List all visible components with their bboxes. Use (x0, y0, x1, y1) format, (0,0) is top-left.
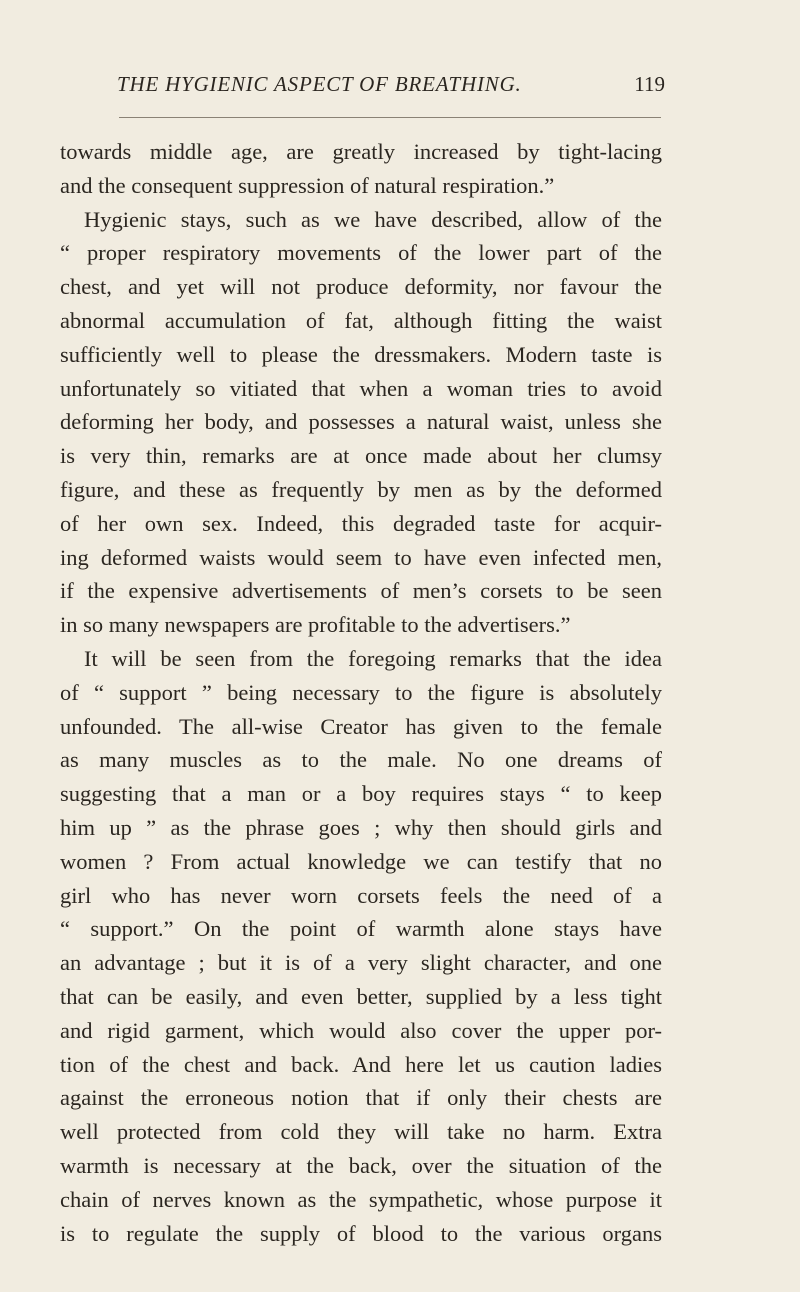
text-line: well protected from cold they will take no harm. Extra (60, 1119, 662, 1145)
text-line: of her own sex. Indeed, this degraded taste for acquir- (60, 510, 662, 536)
text-line: chain of nerves known as the sympathetic, whose purpose it (60, 1186, 662, 1212)
body-text (60, 135, 662, 1250)
text-line: figure, and these as frequently by men as by the deformed (60, 476, 662, 502)
text-line: chest, and yet will not produce deformity, nor favour the (60, 274, 662, 300)
text-line: abnormal accumulation of fat, although fitting the waist (60, 307, 662, 333)
text-line: of “ support ” being necessary to the figure is absolutely (60, 679, 662, 705)
text-line: deforming her body, and possesses a natural waist, unless she (60, 409, 662, 435)
text-line: ing deformed waists would seem to have even infected men, (60, 544, 662, 570)
text-line: that can be easily, and even better, supplied by a less tight (60, 983, 662, 1009)
text-line: warmth is necessary at the back, over the situation of the (60, 1152, 662, 1178)
paragraph-start-line: It will be seen from the foregoing remarks that the idea (84, 645, 662, 671)
header-rule (119, 117, 661, 118)
text-line: is to regulate the supply of blood to the various organs (60, 1220, 662, 1246)
text-line: and the consequent suppression of natural respiration.” (60, 172, 555, 198)
text-line: suggesting that a man or a boy requires stays “ to keep (60, 781, 662, 807)
running-head (60, 66, 665, 100)
paragraph-start-line: Hygienic stays, such as we have described, allow of the (84, 206, 662, 232)
text-line: him up ” as the phrase goes ; why then should girls and (60, 814, 662, 840)
text-line: tion of the chest and back. And here let us caution ladies (60, 1051, 662, 1077)
text-line: if the expensive advertisements of men’s corsets to be seen (60, 578, 662, 604)
text-line: “ proper respiratory movements of the lower part of the (60, 240, 662, 266)
text-line: unfortunately so vitiated that when a woman tries to avoid (60, 375, 662, 401)
text-line: girl who has never worn corsets feels the need of a (60, 882, 662, 908)
text-line: is very thin, remarks are at once made about her clumsy (60, 443, 662, 469)
text-line: towards middle age, are greatly increased by tight-lacing (60, 139, 662, 164)
text-line: women ? From actual knowledge we can testify that no (60, 848, 662, 874)
text-line: and rigid garment, which would also cover the upper por- (60, 1017, 662, 1043)
text-line: an advantage ; but it is of a very slight character, and one (60, 950, 662, 976)
running-title: THE HYGIENIC ASPECT OF BREATHING. (117, 72, 522, 96)
text-line: against the erroneous notion that if only their chests are (60, 1085, 662, 1111)
text-line: “ support.” On the point of warmth alone stays have (60, 916, 662, 942)
page-number: 119 (634, 72, 665, 96)
text-line: as many muscles as to the male. No one dreams of (60, 747, 662, 773)
text-line: in so many newspapers are profitable to the advertisers.” (60, 612, 571, 638)
text-line: unfounded. The all-wise Creator has given to the female (60, 713, 662, 739)
text-line: sufficiently well to please the dressmakers. Modern taste is (60, 341, 662, 367)
